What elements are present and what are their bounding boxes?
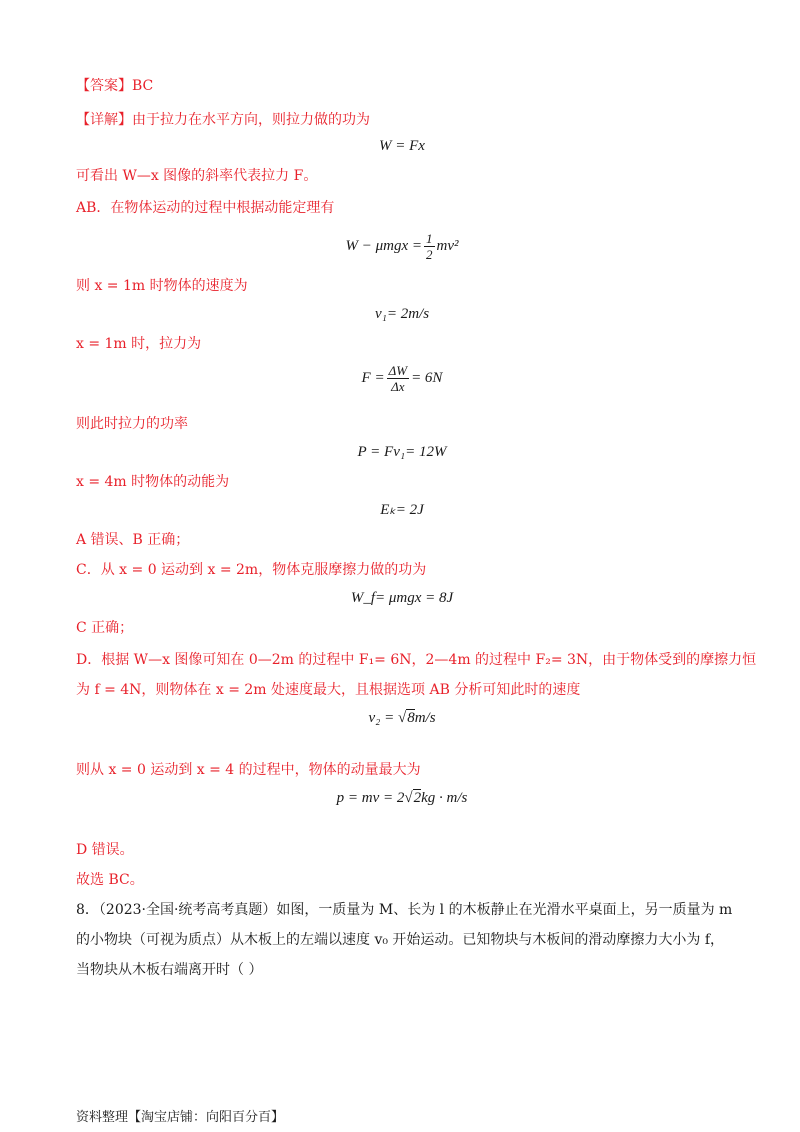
text-d-2: 为 f = 4N，则物体在 x = 2m 处速度最大，且根据选项 AB 分析可知此时的速度 (76, 682, 581, 698)
eq2-right: mv² (436, 238, 459, 254)
footer-source: 资料整理【淘宝店铺：向阳百分百】 (76, 1110, 285, 1125)
question8-line1: 8．（2023·全国·统考高考真题）如图，一质量为 M、长为 l 的木板静止在光滑水平桌面上，另一质量为 m (76, 902, 733, 918)
text-power: 则此时拉力的功率 (76, 416, 188, 432)
text-choose-bc: 故选 BC。 (76, 872, 144, 888)
equation-friction-work: W_f= μmgx = 8J (350, 590, 454, 606)
text-momentum: 则从 x = 0 运动到 x = 4 的过程中，物体的动量最大为 (76, 762, 421, 778)
answer-line (76, 76, 728, 96)
eq4-denominator: Δx (391, 379, 405, 395)
detail-text: 由于拉力在水平方向，则拉力做的功为 (132, 112, 370, 128)
eq2-fraction (424, 231, 435, 262)
equation-v1: v₁= 2m/s (374, 306, 430, 322)
eq4-fraction (387, 363, 409, 394)
answer-label: 【答案】 (76, 78, 132, 94)
text-x1-force: x = 1m 时，拉力为 (76, 336, 202, 352)
text-c: C．从 x = 0 运动到 x = 2m，物体克服摩擦力做的功为 (76, 562, 427, 578)
equation-power: P = Fv₁= 12W (357, 444, 447, 460)
eq9-radicand: 2 (413, 790, 422, 806)
equation-force (76, 362, 728, 394)
eq2-left: W − μmgx = (345, 238, 422, 254)
equation-v2 (76, 708, 728, 728)
text-d-1: D．根据 W—x 图像可知在 0—2m 的过程中 F₁= 6N，2—4m 的过程中 F₂= 3N，由于物体受到的摩擦力恒 (76, 652, 757, 668)
text-x1-speed: 则 x = 1m 时物体的速度为 (76, 278, 248, 294)
equation-ek: Eₖ= 2J (380, 502, 424, 518)
eq4-left: F = (361, 370, 385, 386)
eq9-left: p = mv = 2√ (336, 790, 413, 806)
question8-line3: 当物块从木板右端离开时（ ） (76, 962, 263, 978)
eq4-right: = 6N (411, 370, 443, 386)
detail-label: 【详解】 (76, 112, 132, 128)
equation-work: W = Fx (379, 138, 425, 154)
answer-value: BC (132, 78, 154, 94)
eq2-numerator: 1 (426, 231, 433, 247)
eq9-right: kg · m/s (421, 790, 468, 806)
text-a-wrong: A 错误、B 正确； (76, 532, 190, 548)
equation-kinetic-energy (76, 230, 728, 262)
equation-momentum (76, 788, 728, 808)
eq2-denominator: 2 (426, 247, 433, 263)
detail-line (76, 110, 728, 130)
text-slope: 可看出 W—x 图像的斜率代表拉力 F。 (76, 168, 318, 184)
text-ab: AB．在物体运动的过程中根据动能定理有 (76, 200, 335, 216)
eq8-right: m/s (414, 710, 436, 726)
text-x4-energy: x = 4m 时物体的动能为 (76, 474, 230, 490)
text-c-correct: C 正确； (76, 620, 134, 636)
question8-line2: 的小物块（可视为质点）从木板上的左端以速度 v₀ 开始运动。已知物块与木板间的滑动摩擦力大小为 f， (76, 932, 725, 948)
eq4-numerator: ΔW (388, 363, 408, 379)
eq8-left: v₂ = √ (368, 710, 407, 726)
eq8-radicand: 8 (407, 710, 415, 726)
text-d-wrong: D 错误。 (76, 842, 134, 858)
